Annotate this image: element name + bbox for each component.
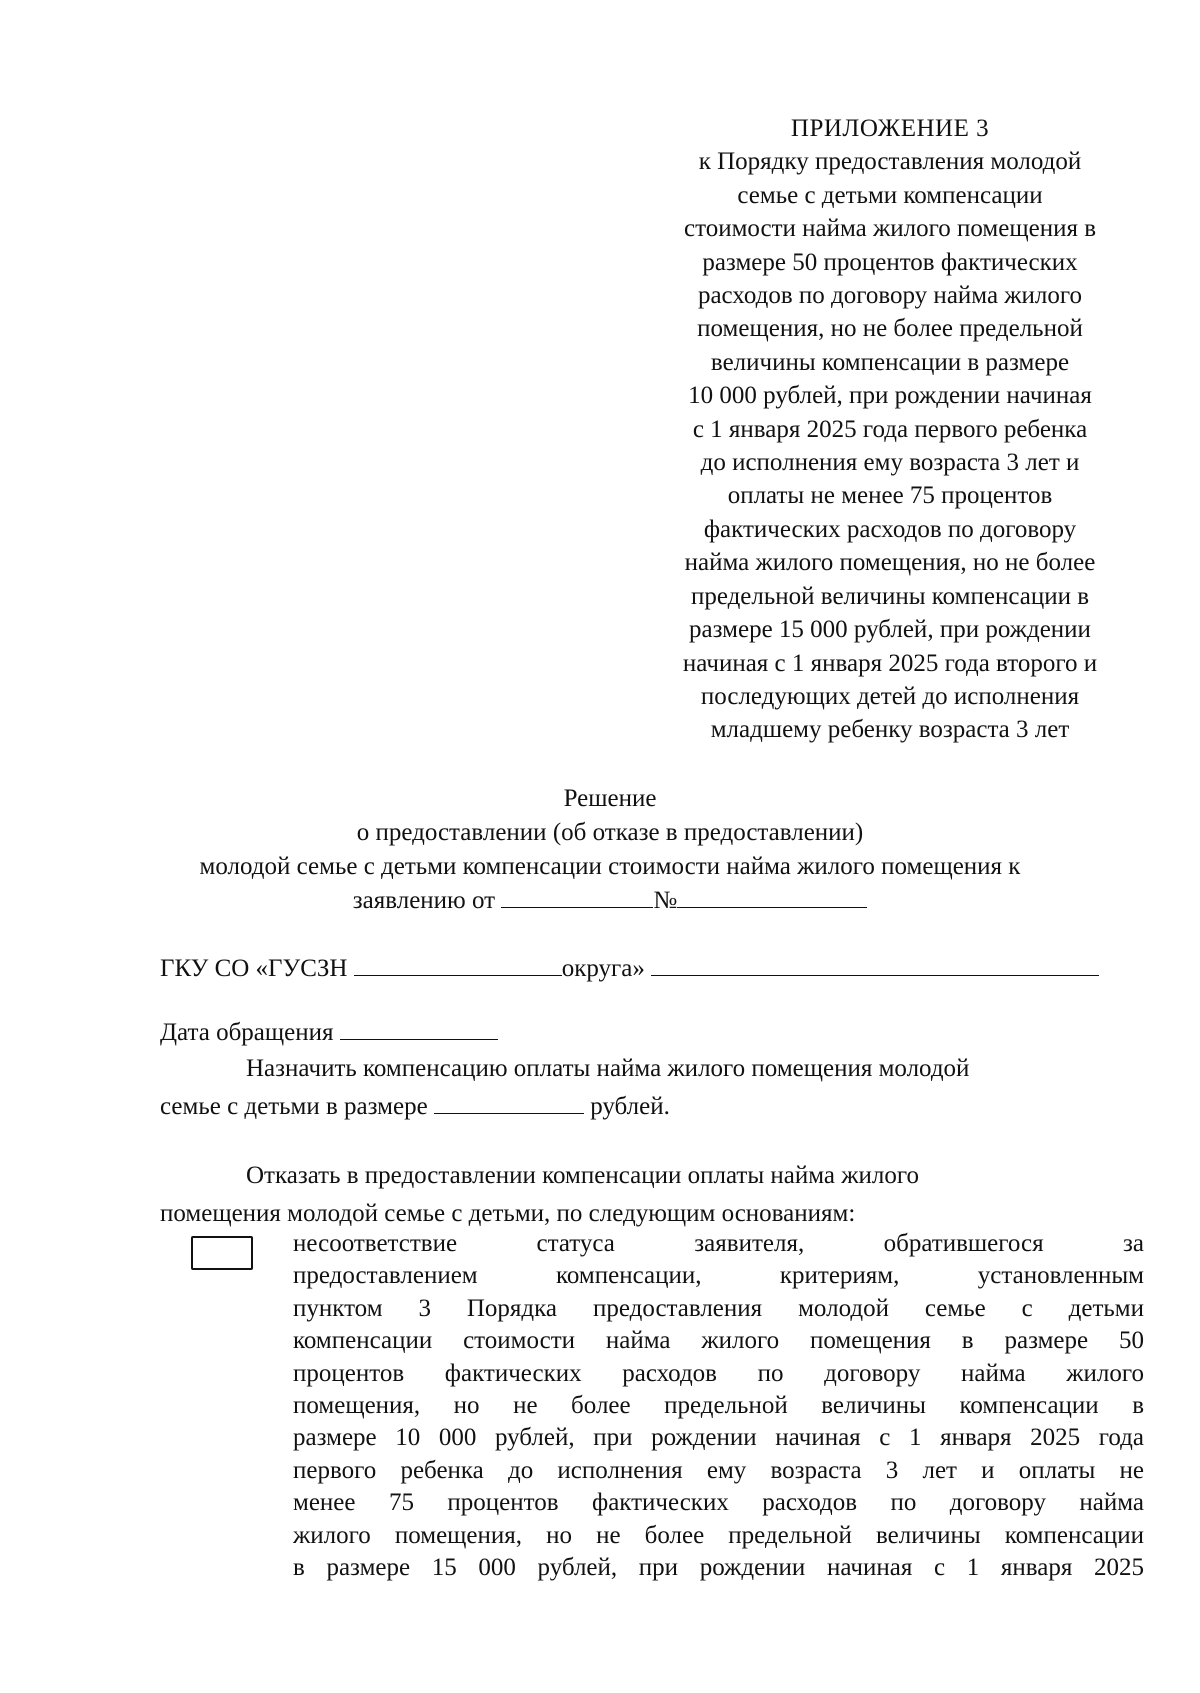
ground-line: компенсации стоимости найма жилого помещения в размере 50 [293, 1327, 1144, 1355]
appendix-line: начиная с 1 января 2025 года второго и [682, 649, 1098, 677]
appendix-line: к Порядку предоставления молодой [698, 148, 1082, 176]
assign-amount-suffix: рублей. [590, 1093, 670, 1120]
appendix-line: семье с детьми компенсации [737, 181, 1043, 209]
appendix-line: размере 50 процентов фактических [702, 248, 1078, 276]
appendix-line: расходов по договору найма жилого [697, 282, 1083, 310]
application-from-label: заявлению от [352, 887, 496, 914]
decision-subtitle: о предоставлении (об отказе в предоставлении) [356, 819, 864, 846]
appendix-line: 10 000 рублей, при рождении начиная [688, 382, 1092, 410]
appendix-line: предельной величины компенсации в [690, 582, 1090, 610]
assign-amount-prefix: семье с детьми в размере [160, 1093, 428, 1120]
ground-line: жилого помещения, но не более предельной величины компенсации [293, 1521, 1144, 1549]
assign-paragraph [160, 1050, 1142, 1126]
application-number-blank[interactable] [677, 885, 867, 908]
appendix-line: найма жилого помещения, но не более [684, 549, 1096, 577]
agency-region-blank[interactable] [354, 953, 562, 976]
application-date-line [160, 1016, 498, 1050]
amount-blank[interactable] [434, 1091, 584, 1114]
refuse-text: помещения молодой семье с детьми, по следующим основаниям: [160, 1200, 856, 1227]
ground-line: предоставлением компенсации, критериям, установленным [293, 1262, 1144, 1290]
decision-application-ref [150, 884, 1070, 918]
appendix-title: ПРИЛОЖЕНИЕ 3 [790, 115, 990, 142]
refuse-text: Отказать в предоставлении компенсации оплаты найма жилого [246, 1162, 919, 1189]
decision-heading-block [150, 782, 1070, 918]
refuse-paragraph [160, 1157, 1142, 1233]
assign-text: Назначить компенсацию оплаты найма жилого помещения молодой [246, 1055, 970, 1082]
agency-suffix: округа» [561, 955, 645, 982]
ground-checkbox[interactable] [191, 1236, 253, 1270]
appendix-line: фактических расходов по договору [703, 515, 1077, 543]
application-date-field-blank[interactable] [340, 1017, 498, 1040]
appendix-line: оплаты не менее 75 процентов [727, 482, 1053, 510]
ground-line: первого ребенка до исполнения ему возраста 3 лет и оплаты не [293, 1456, 1144, 1484]
refusal-ground-item [293, 1228, 1144, 1584]
agency-line [160, 952, 1099, 986]
appendix-line: до исполнения ему возраста 3 лет и [700, 449, 1080, 477]
appendix-line: помещения, но не более предельной [697, 315, 1083, 343]
appendix-line: стоимости найма жилого помещения в [684, 215, 1096, 243]
number-sign: № [653, 887, 678, 914]
ground-line: менее 75 процентов фактических расходов по договору найма [293, 1489, 1144, 1517]
ground-line: пунктом 3 Порядка предоставления молодой семье с детьми [293, 1294, 1144, 1322]
application-date-blank[interactable] [501, 885, 653, 908]
appendix-line: младшему ребенку возраста 3 лет [710, 716, 1070, 744]
ground-line: помещения, но не более предельной величины компенсации в [293, 1392, 1144, 1420]
appendix-line: с 1 января 2025 года первого ребенка [692, 415, 1088, 443]
appendix-line: размере 15 000 рублей, при рождении [689, 616, 1091, 644]
decision-title: Решение [563, 785, 657, 812]
appendix-header [640, 112, 1140, 747]
ground-line: несоответствие статуса заявителя, обратившегося за [293, 1230, 1144, 1257]
ground-line: процентов фактических расходов по договору найма жилого [293, 1359, 1144, 1387]
application-date-label: Дата обращения [160, 1019, 334, 1046]
appendix-line: последующих детей до исполнения [700, 682, 1080, 710]
ground-line: размере 10 000 рублей, при рождении начиная с 1 января 2025 года [293, 1424, 1144, 1452]
decision-subtitle: молодой семье с детьми компенсации стоимости найма жилого помещения к [199, 853, 1021, 880]
appendix-line: величины компенсации в размере [710, 348, 1070, 376]
agency-name-blank[interactable] [651, 953, 1099, 976]
agency-prefix: ГКУ СО «ГУСЗН [160, 955, 348, 982]
ground-line: в размере 15 000 рублей, при рождении начиная с 1 января 2025 [293, 1554, 1144, 1582]
